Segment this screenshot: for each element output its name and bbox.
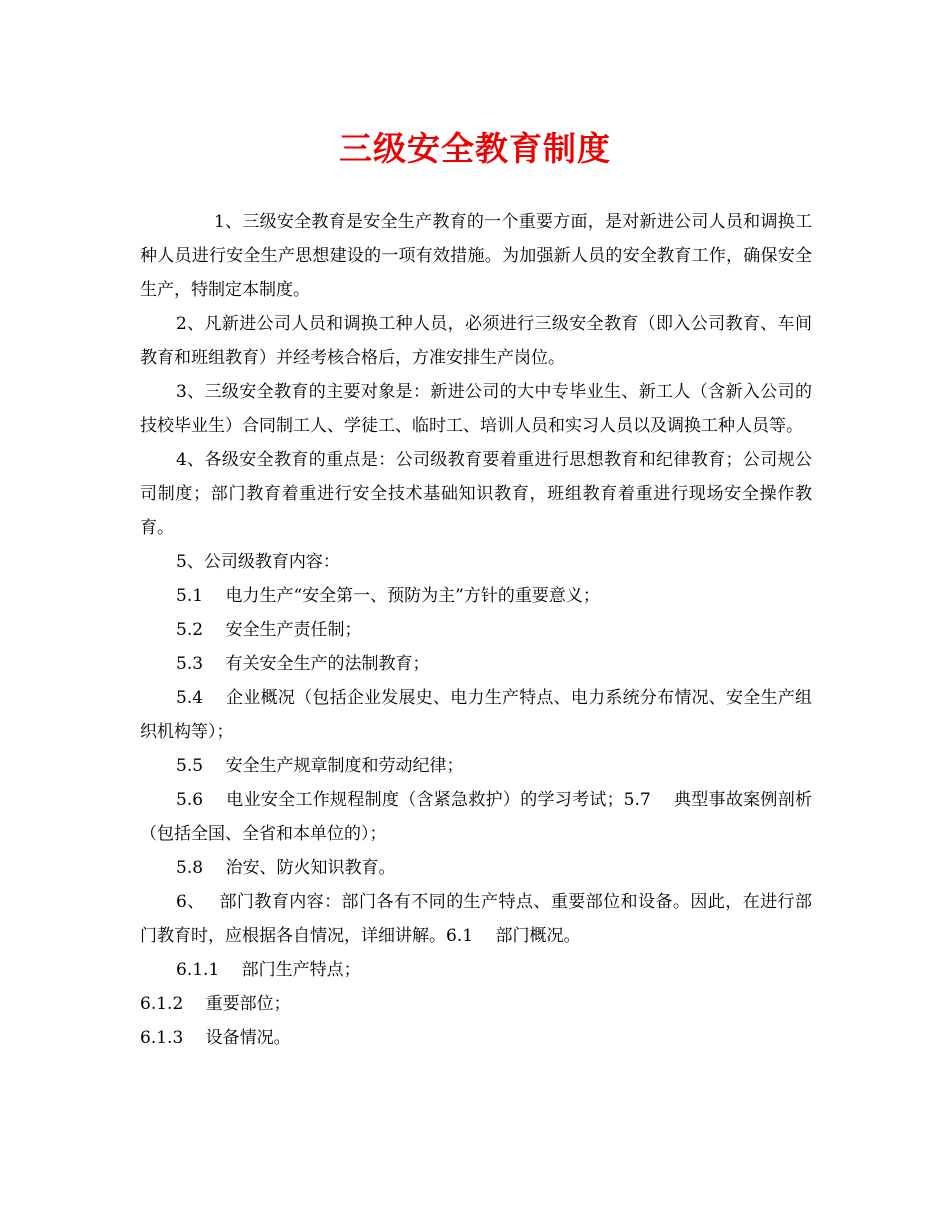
item-5-6: 5.6 电业安全工作规程制度（含紧急救护）的学习考试；5.7 典型事故案例剖析（包括全国、全省和本单位的）； [140,790,812,844]
item-5-5: 5.5 安全生产规章制度和劳动纪律； [176,756,464,776]
document-title: 三级安全教育制度 [339,129,611,168]
paragraph-4: 4、各级安全教育的重点是：公司级教育要着重进行思想教育和纪律教育；公司规公司制度；部门教育着重进行安全技术基础知识教育，班组教育着重进行现场安全操作教育。 [140,450,812,538]
item-6-1-3: 6.1.3 设备情况。 [140,1028,291,1048]
item-5-2: 5.2 安全生产责任制； [176,620,362,640]
item-5-4: 5.4 企业概况（包括企业发展史、电力生产特点、电力系统分布情况、安全生产组织机构等）； [140,688,812,742]
paragraph-5: 5、公司级教育内容： [176,552,340,572]
document-body [140,205,812,1055]
paragraph-6: 6、 部门教育内容：部门各有不同的生产特点、重要部位和设备。因此，在进行部门教育时，应根据各自情况，详细讲解。6.1 部门概况。 [140,892,812,946]
paragraph-1: 1、三级安全教育是安全生产教育的一个重要方面，是对新进公司人员和调换工种人员进行安全生产思想建设的一项有效措施。为加强新人员的安全教育工作，确保安全生产，特制定本制度。 [140,212,812,300]
item-6-1-1: 6.1.1 部门生产特点； [176,960,361,980]
item-5-8: 5.8 治安、防火知识教育。 [176,858,396,878]
paragraph-3: 3、三级安全教育的主要对象是：新进公司的大中专毕业生、新工人（含新入公司的技校毕业生）合同制工人、学徒工、临时工、培训人员和实习人员以及调换工种人员等。 [140,382,812,436]
item-5-3: 5.3 有关安全生产的法制教育； [176,654,430,674]
item-5-1: 5.1 电力生产“安全第一、预防为主”方针的重要意义； [176,586,600,606]
paragraph-2: 2、凡新进公司人员和调换工种人员，必须进行三级安全教育（即入公司教育、车间教育和班组教育）并经考核合格后，方准安排生产岗位。 [140,314,812,368]
item-6-1-2: 6.1.2 重要部位； [140,994,291,1014]
